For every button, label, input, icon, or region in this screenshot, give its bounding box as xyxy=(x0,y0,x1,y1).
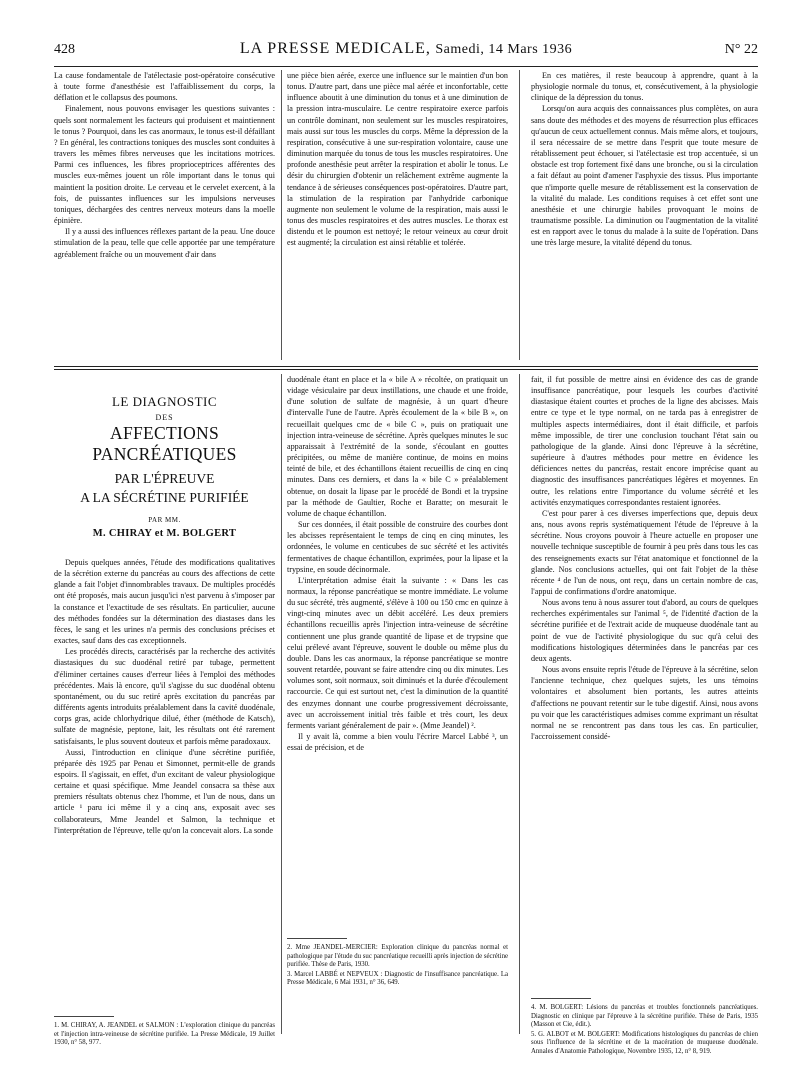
article-subtitle-line-1: PAR L'ÉPREUVE xyxy=(114,471,215,486)
footnote: 2. Mme JEANDEL-MERCIER: Exploration clinique du pancréas normal et pathologique par l'étude du suc pancréatique recueilli après injection de sécrétine purifiée. Thèse de Paris, 1930. xyxy=(287,944,508,969)
footnote: 5. G. ALBOT et M. BOLGERT: Modifications histologiques du pancréas de chien sous l'influence de la sécrétine et de la macération de muqueuse duodénale. Annales d'Anatomie Pathologique, Novembre 1935, 12, n° 8, 919. xyxy=(531,1030,758,1055)
paragraph: Nous avons tenu à nous assurer tout d'abord, au cours de quelques recherches expérimentales sur l'animal ⁵, de l'identité d'action de la sécrétine purifiée et de l'extrait acide de muqueuse duodénale tant au point de vue de l'activité physiologique du suc qu'à celui des modifications histologiques déterminées dans le pancréas par ces deux agents. xyxy=(531,598,758,663)
footnotes-column-3 xyxy=(531,1004,758,1058)
top-column-3 xyxy=(531,70,758,249)
paragraph: La cause fondamentale de l'atélectasie post-opératoire consécutive à toute forme d'anesthésie est l'affaiblissement du corps, la déflation et le collapsus des poumons. xyxy=(54,71,275,103)
issue-number: N° 22 xyxy=(724,42,758,57)
paragraph: Lorsqu'on aura acquis des connaissances plus complètes, on aura sans doute des méthodes et des moyens de résurrection plus efficaces qu'aucun de ceux actuellement connus. Mais même alors, et toujours, il sera nécessaire de se mettre dans l'esprit que toute mesure de rétablissement peut échouer, si l'atélectasie est trop accentuée, si un obstacle est trop fortement fixé dans une bronche, ou si la circulation a fait défaut au point d'amener l'asphyxie des tissus. Plus importante que n'importe quelle mesure de rétablissement est la conservation de la vitalité du malade. Les conditions requises à cet effet sont une anesthésie et une chirurgie habiles provoquant le moins de traumatisme possible. La diminution ou l'augmentation de la vitalité est en rapport avec le tonus du malade à la suite de l'opération. Dans une très large mesure, la vitalité dépend du tonus. xyxy=(531,104,758,248)
paragraph: Nous avons ensuite repris l'étude de l'épreuve à la sécrétine, selon l'ancienne technique, chez quelques sujets, les uns témoins volontaires et absolument bien portants, les autres atteints d'affections ne pouvant retentir sur le tube digestif. Ainsi, nous avons pu voir que les caractéristiques admises comme exprimant un résultat normal ne se rencontrent pas dans tous les cas. En particulier, l'accroissement considé- xyxy=(531,665,758,741)
footnote: 3. Marcel LABBÉ et NEPVEUX : Diagnostic de l'insuffisance pancréatique. La Presse Médicale, 6 Mai 1931, n° 36, 649. xyxy=(287,970,508,987)
page-number: 428 xyxy=(54,42,75,57)
paragraph: Il y avait là, comme a bien voulu l'écrire Marcel Labbé ³, un essai de précision, et de xyxy=(287,732,508,753)
footnote-rule xyxy=(531,998,591,999)
paragraph: Depuis quelques années, l'étude des modifications qualitatives de la sécrétion externe du pancréas au cours des affections de cette glande a fait l'objet d'innombrables travaux. De multiples procédés ont été proposés, mais aucun jusqu'ici n'est parvenu à s'imposer par la constance et l'exactitude de ses résultats. En particulier, aucune des méthodes fondées sur la détermination des diastases dans les fèces, le sang et les urines n'a permis des conclusions précises et exactes, sauf dans des cas exceptionnels. xyxy=(54,558,275,646)
top-column-2 xyxy=(287,70,508,249)
article-title-line-2: DES xyxy=(155,413,174,422)
header-rule xyxy=(54,66,758,67)
paragraph: une pièce bien aérée, exerce une influence sur le maintien d'un bon tonus. D'autre part, dans une pièce mal aérée et inconfortable, cette influence aboutit à une diminution du tonus et à une diminution de la pression intra-musculaire. Le centre respiratoire exerce parfois un contrôle dominant, non seulement sur les muscles respiratoires, mais aussi sur tous les muscles du corps. Même la dépression de la respiration, consécutive à une sur-respiration volontaire, cause une diminution marquée du tonus de tous les muscles respiratoires. Une profonde anesthésie peut arrêter la respiration et abolir le tonus. Le désir du chirurgien d'obtenir un relâchement extrême augmente la tendance à de sérieuses conséquences post-opératoires. D'autre part, la stimulation de la respiration par l'anhydride carbonique augmente non seulement le volume de la respiration, mais aussi le tonus des muscles respiratoires et des autres muscles. Le thorax est distendu et le poumon est nettoyé; le retour veineux au cœur droit est augmenté; la circulation est ainsi rétablie et tolérée. xyxy=(287,71,508,248)
paragraph: L'interprétation admise était la suivante : « Dans les cas normaux, la réponse pancréatique se montre immédiate. Le volume du suc sécrété, très augmenté, s'élève à 100 ou 150 cmc en quinze à vingt-cinq minutes avec un débit accéléré. Les deux premiers échantillons recueillis après l'injection intra-veineuse de sécrétine contiennent une plus grande quantité de lipase et de trypsine que celui prélevé avant l'épreuve, souvent le double ou même plus du double. Dans les cas anormaux, la réponse pancréatique se montre souvent retardée, pouvant se faire attendre cinq ou dix minutes. Les volumes sont, soit normaux, soit diminués et la durée d'écoulement raccourcie. Ce qui est surtout net, c'est la diminution de la quantité des enzymes donnant une courbe progressivement décroissante, avec un accroissement initial très faible et très court, les deux ferments variant généralement de pair ». (Mme Jeandel) ². xyxy=(287,575,508,730)
paragraph: En ces matières, il reste beaucoup à apprendre, quant à la physiologie normale du tonus, et, consécutivement, à la physiologie clinique de la dépression du tonus. xyxy=(531,71,758,103)
article-authors: M. CHIRAY et M. BOLGERT xyxy=(92,528,237,539)
footnote: 4. M. BOLGERT: Lésions du pancréas et troubles fonctionnels pancréatiques. Diagnostic en clinique par l'épreuve à la sécrétine purifiée. Thèse de Paris, 1935 (Masson et Cie, édit.). xyxy=(531,1004,758,1029)
footnote: 1. M. CHIRAY, A. JEANDEL et SALMON : L'exploration clinique du pancréas et l'injection intra-veineuse de sécrétine purifiée. La Presse Médicale, 19 Juillet 1930, n° 58, 977. xyxy=(54,1022,275,1047)
top-column-1 xyxy=(54,70,275,260)
column-divider xyxy=(281,374,282,1034)
footnotes-column-2 xyxy=(287,944,508,989)
paragraph: Sur ces données, il était possible de construire des courbes dont les abcisses représentaient le temps de cinq en cinq minutes, les ordonnées, le volume en centicubes de suc sécrété et les activités fermentatives de chaque échantillon, exprimées, pour la lipase et la trypsine, en soude décinormale. xyxy=(287,520,508,574)
paragraph: Finalement, nous pouvons envisager les questions suivantes : quels sont normalement les facteurs qui produisent et maintiennent le tonus ? Pourquoi, dans les cas anormaux, le tonus est-il défaillant ? En général, les contractions toniques des muscles sont conduites à travers les mêmes fibres nerveuses que les incitations motrices. Parmi ces influences, les fibres proprioceptrices afférentes des muscles eux-mêmes jouent un rôle important dans le tonus qui maintient la position droite. Le cerveau et le cervelet exercent, à la fois, de puissantes influences sur les impulsions nerveuses toniques, déchargées des centres nerveux moteurs dans la moelle épinière. xyxy=(54,104,275,226)
article-subtitle-line-2: A LA SÉCRÉTINE PURIFIÉE xyxy=(80,490,249,505)
article-column-1-body xyxy=(54,557,275,836)
section-rule-top xyxy=(54,366,758,367)
column-divider xyxy=(519,70,520,360)
footnote-rule xyxy=(287,938,347,939)
paragraph: duodénale étant en place et la « bile A » récoltée, on pratiquait un vidage vésiculaire par deux instillations, une chaude et une froide, d'une solution de sulfate de magnésie, à un quart d'heure d'intervalle l'une de l'autre. Après écoulement de la « bile B », on recueillait quelques cmc de « bile C », puis on pratiquait une injection intra-veineuse de sécrétine. Après quelques minutes le suc apparaissait à l'extrémité de la sonde, s'écoulant en gouttes précipitées, ou même de manière continue, de moins en moins teinté de bile, et des échantillons étaient recueillis de cinq en cinq minutes. Dans ces derniers, et dans la « bile C » préalablement obtenue, on dosait la lipase par le procédé de Bondi et la trypsine par la méthode de Gaultier, Roche et Baratte; on mesurait le volume de chaque échantillon. xyxy=(287,375,508,518)
page-header xyxy=(54,40,758,62)
journal-title: LA PRESSE MEDICALE, xyxy=(239,40,431,57)
article-title-line-1: LE DIAGNOSTIC xyxy=(111,394,218,409)
column-divider xyxy=(281,70,282,360)
paragraph: fait, il fut possible de mettre ainsi en évidence des cas de grande insuffisance pancréatique, pour lesquels les courbes d'activité diastasique étaient courtes et proches de la ligne des abcisses. Mais entre ce type et le type normal, on ne tarda pas à enregistrer de multiples aspects intermédiaires, dont il était difficile, et parfois même impossible, de tirer une conclusion touchant l'état sain ou pathologique de la glande. Ainsi donc l'épreuve à la sécrétine, supérieure à d'autres méthodes pour mettre en évidence les déficiences nettes du pancréas, restait encore imprécise quant au diagnostic des insuffisances pancréatiques légères et moyennes. En outre, les relations entre l'importance du volume sécrété et les activités enzymatiques correspondantes restaient ignorées. xyxy=(531,375,758,507)
footnote-rule xyxy=(54,1016,114,1017)
article-byline: PAR MM. xyxy=(148,516,181,524)
paragraph: Les procédés directs, caractérisés par la recherche des activités diastasiques du suc duodénal retiré par tubage, permettent d'éliminer certaines causes d'erreur liées à l'emploi des méthodes précédentes. Mais là encore, qu'il s'agisse du suc duodénal obtenu spontanément, ou du suc retiré après excitation du pancréas par différents agents introduits préalablement dans la cavité duodénale, corps gras, acide chlorhydrique dilué, éther (méthode de Katsch), sulfate de magnésie, peptone, lait, les résultats ont été rarement satisfaisants, le plus souvent douteux et parfois même paradoxaux. xyxy=(54,647,275,746)
paragraph: Il y a aussi des influences réflexes partant de la peau. Une douce stimulation de la peau, telle que celle apportée par une température agréablement fraîche ou un mouvement d'air dans xyxy=(54,227,275,259)
article-column-3 xyxy=(531,374,758,742)
article-column-2 xyxy=(287,374,508,753)
article-column-1 xyxy=(54,378,275,836)
footnotes-column-1 xyxy=(54,1022,275,1049)
issue-date: Samedi, 14 Mars 1936 xyxy=(435,42,573,57)
paragraph: Aussi, l'introduction en clinique d'une sécrétine purifiée, préparée dès 1925 par Penau et Simonnet, permit-elle de grands espoirs. Il s'agissait, en effet, d'un excitant de valeur physiologique certaine et quasi spécifique. Mme Jeandel consacra sa thèse aux premiers résultats obtenus chez l'homme, et l'un de nous, dans un article ¹ paru ici même il y a cinq ans, exposait avec ses collaborateurs, Mme Jeandel et Salmon, la technique et l'interprétation de l'épreuve, telle qu'on la concevait alors. La sonde xyxy=(54,747,275,835)
column-divider xyxy=(519,374,520,1034)
article-title-main: AFFECTIONS PANCRÉATIQUES xyxy=(92,423,237,464)
article-heading xyxy=(54,378,275,557)
section-rule-bottom xyxy=(54,369,758,370)
paragraph: C'est pour parer à ces diverses imperfections que, depuis deux ans, nous avons repris systématiquement l'étude de l'épreuve à la sécrétine. Nous croyons pouvoir à l'heure actuelle en proposer une nouvelle technique susceptible de fournir à peu près dans tous les cas des renseignements exacts sur l'état anatomique et fonctionnel de la glande. Nos conclusions actuelles, qui ont fait l'objet de la thèse récente ⁴ de l'un de nous, ont reçu, dans un certain nombre de cas, l'appui de confirmations d'ordre anatomique. xyxy=(531,508,758,596)
